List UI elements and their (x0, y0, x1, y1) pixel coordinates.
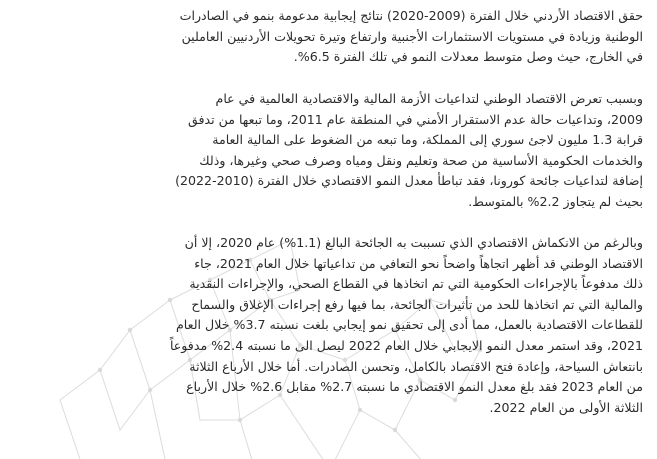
text-line: إضافة لتداعيات جائحة كورونا، فقد تباطأ معدل النمو الاقتصادي خلال الفترة (2010-2022) (175, 173, 643, 189)
text-line: 2009، وتداعيات حالة عدم الاستقرار الأمني في المنطقة عام 2011، وما تبعها من تدفق (187, 111, 643, 127)
paragraph-slowdown-2010-2022 (12, 89, 643, 213)
text-line: بحيث لم يتجاوز 2.2% بالمتوسط. (468, 193, 643, 209)
text-line: حقق الاقتصاد الأردني خلال الفترة (2009-2020) نتائج إيجابية مدعومة بنمو في الصادرات (179, 8, 643, 23)
text-line: 2021، وقد استمر معدل النمو الايجابي خلال العام 2022 ليصل الى ما نسبته 2.4% مدفوعاً (169, 337, 643, 353)
text-line: الوطنية وزيادة في مستويات الاستثمارات الأجنبية وارتفاع وتيرة تحويلات الأردنيين العاملين (181, 28, 643, 44)
text-line: بانتعاش السياحة، وإعادة فتح الاقتصاد بالكامل، وتحسن الصادرات. أما خلال الأرباع الثلاثة (189, 358, 643, 374)
paragraph-recovery-2021-2023 (12, 233, 643, 418)
text-line: في الخارج، حيث وصل متوسط معدلات النمو في تلك الفترة 6.5%. (293, 49, 643, 65)
text-line: وبسبب تعرض الاقتصاد الوطني لتداعيات الأزمة المالية والاقتصادية العالمية في عام (215, 91, 643, 106)
text-line: ذلك مدفوعاً بالإجراءات الحكومية التي تم اتخاذها في القطاع الصحي، والإجراءات النقدية (189, 276, 643, 292)
paragraph-growth-2009-2020 (12, 6, 643, 68)
text-line: والخدمات الحكومية الأساسية من صحة وتعليم ونقل ومياه وصرف صحي وغيرها، وذلك (199, 152, 643, 168)
text-line: للقطاعات الاقتصادية بالعمل، مما أدى إلى تحقيق نمو إيجابي بلغت نسبته 3.7% خلال العام (176, 317, 643, 333)
text-line: الثلاثة الأولى من العام 2022. (489, 399, 643, 415)
text-line: والمالية التي تم اتخاذها للحد من تأثيرات الجائحة، بما فيها رفع إجراءات الإغلاق والسماح (191, 296, 643, 312)
text-line: الاقتصاد الوطني قد أظهر اتجاهاً واضحاً نحو التعافي من تداعياتها خلال العام 2021، جاء (194, 255, 643, 271)
text-line: وبالرغم من الانكماش الاقتصادي الذي تسببت به الجائحة البالغ (1.1%) عام 2020، إلا أن (184, 235, 643, 250)
text-line: من العام 2023 فقد بلغ معدل النمو الاقتصادي ما نسبته 2.7% مقابل 2.6% خلال الأرباع (186, 379, 643, 395)
text-line: قرابة 1.3 مليون لاجئ سوري إلى المملكة، وما تبعه من الضغوط على المالية العامة (212, 132, 643, 148)
